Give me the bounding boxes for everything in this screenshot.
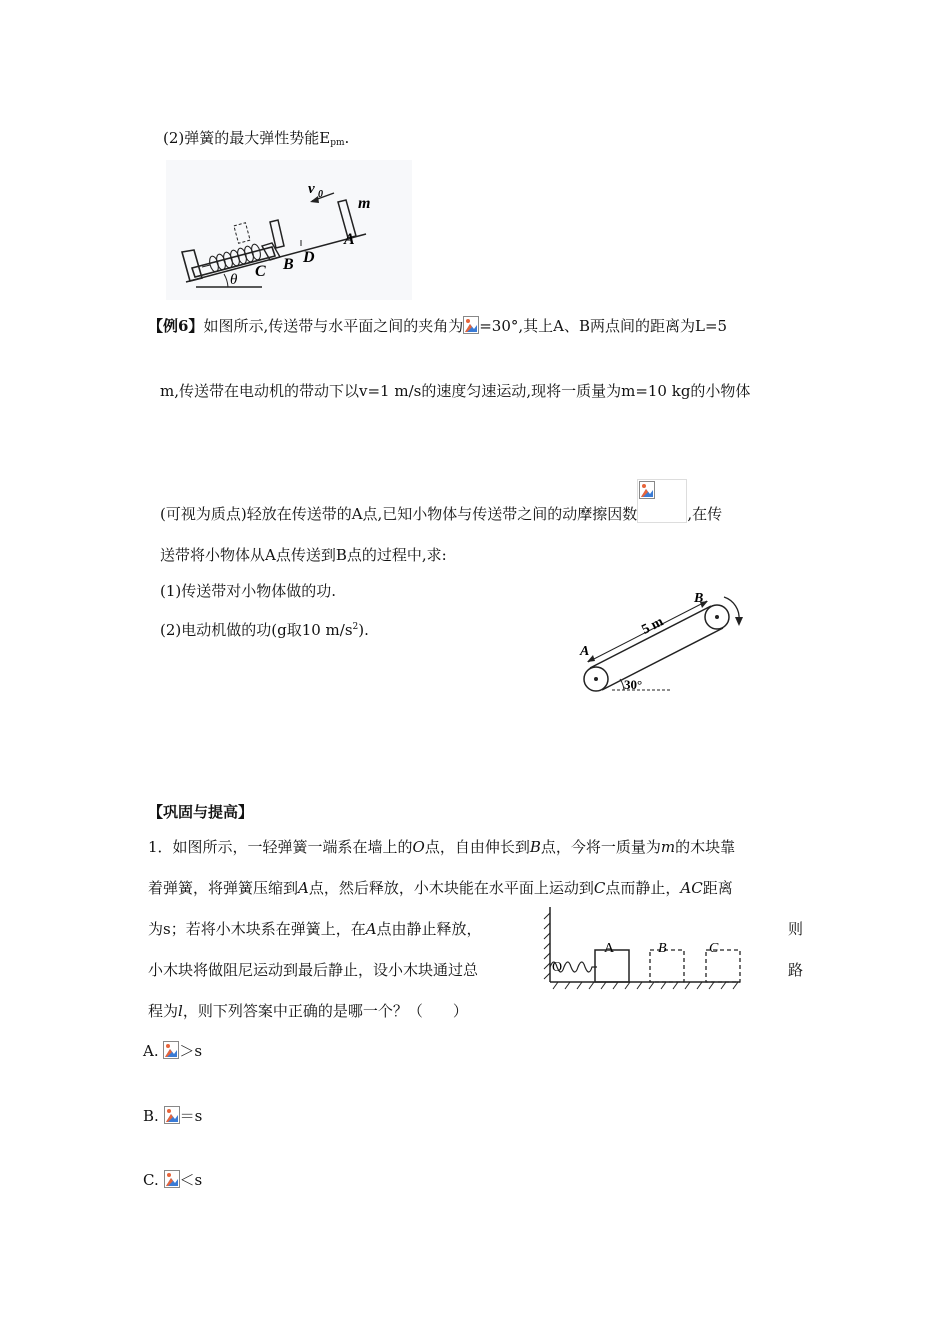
problem-1-line-1: 1．如图所示，一轻弹簧一端系在墙上的O点，自由伸长到B点，今将一质量为m的木块靠 (148, 838, 736, 856)
svg-text:O: O (552, 960, 563, 975)
broken-image-icon (164, 1106, 180, 1124)
problem-1-line-5: 程为l，则下列答案中正确的是哪一个？（ ） (148, 1002, 468, 1020)
svg-text:5 m: 5 m (639, 614, 667, 638)
broken-image-icon (163, 1041, 179, 1059)
question-text: (2)弹簧的最大弹性势能E (163, 129, 331, 147)
conveyor-belt-figure (572, 582, 752, 698)
example-6-line-1: 【例6】如图所示,传送带与水平面之间的夹角为 =30°,其上A、B两点间的距离为L=5 (148, 317, 728, 335)
svg-text:A: A (580, 644, 590, 659)
example-6-sub-question-2: (2)电动机做的功(g取10 $m/s^2$). (160, 621, 369, 639)
svg-text:0: 0 (318, 189, 323, 200)
example-6-line-2: m,传送带在电动机的带动下以v=1 m/s的速度匀速运动,现将一质量为m=10 kg的小物体 (160, 382, 751, 400)
problem-1-line-4-end: 路 (788, 961, 804, 979)
problem-1-line-3-end: 则 (788, 920, 804, 938)
svg-text:m: m (358, 195, 371, 212)
spring-block-figure (542, 905, 742, 995)
spring-incline-figure (166, 160, 412, 300)
example-label: 【例6】 (148, 317, 204, 335)
svg-text:D: D (303, 249, 315, 266)
option-b[interactable]: B. ＝s (143, 1107, 203, 1125)
example-6-line-3: (可视为质点)轻放在传送带的A点,已知小物体与传送带之间的动摩擦因数 ,在传 (160, 479, 722, 524)
option-a[interactable]: A. ＞s (143, 1042, 203, 1060)
svg-text:B: B (694, 591, 704, 606)
section-heading: 【巩固与提高】 (148, 803, 254, 821)
broken-image-icon (463, 316, 479, 334)
svg-text:C: C (255, 263, 266, 280)
svg-text:A: A (604, 941, 615, 956)
subscript: pm (330, 138, 345, 148)
problem-1-line-2: 着弹簧，将弹簧压缩到A点，然后释放，小木块能在水平面上运动到C点而静止，AC距离 (148, 879, 733, 897)
example-6-line-4: 送带将小物体从A点传送到B点的过程中,求: (160, 546, 447, 564)
problem-1-line-4: 小木块将做阻尼运动到最后静止，设小木块通过总 (148, 961, 479, 979)
friction-coefficient-image (637, 479, 687, 523)
svg-text:B: B (658, 941, 667, 956)
problem-1-line-3: 为s；若将小木块系在弹簧上，在A点由静止释放， (148, 920, 482, 938)
svg-text:B: B (283, 256, 294, 273)
option-c[interactable]: C. ＜s (143, 1171, 203, 1189)
example-6-sub-question-1: (1)传送带对小物体做的功. (160, 582, 337, 600)
broken-image-icon (164, 1170, 180, 1188)
svg-text:C: C (709, 941, 719, 956)
svg-text:v: v (308, 181, 315, 197)
svg-text:θ: θ (230, 272, 238, 288)
svg-text:30°: 30° (624, 677, 643, 692)
question-2-line: (2)弹簧的最大弹性势能$E_{pm}$. (163, 129, 350, 148)
broken-image-icon (639, 481, 655, 504)
svg-text:A: A (344, 231, 355, 248)
